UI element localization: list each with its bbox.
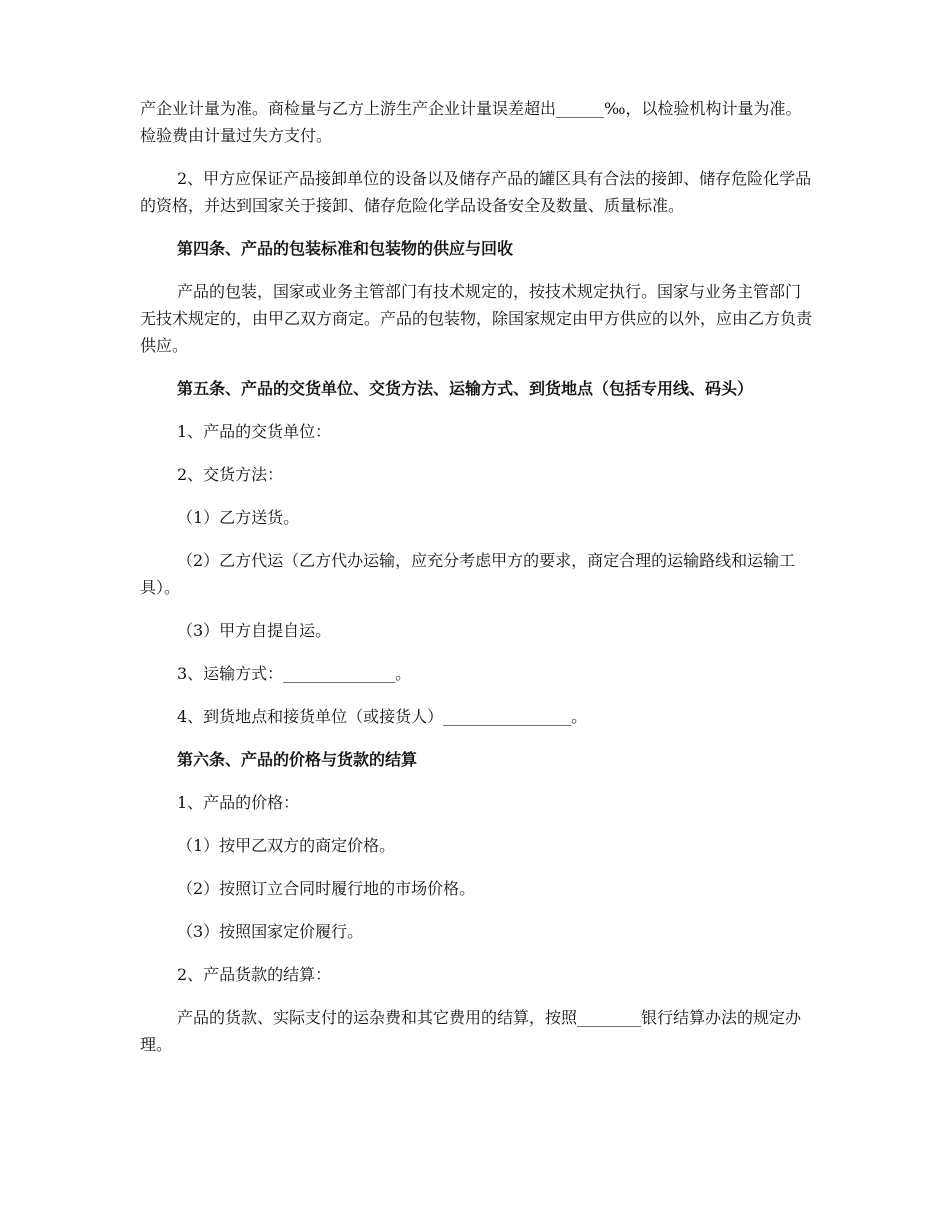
document-page [140,0,815,1058]
item-settlement: 2、产品货款的结算： [177,965,332,984]
paragraph-clause-2: 2、甲方应保证产品接卸单位的设备以及储存产品的罐区具有合法的接卸、储存危险化学品的资格，并达到国家关于接卸、储存危险化学品设备安全及数量、质量标准。 [140,169,812,215]
item-arrival-place: 4、到货地点和接货单位（或接货人）________________。 [177,707,588,726]
sub-item-negotiated-price: （1）按甲乙双方的商定价格。 [177,836,396,855]
item-price: 1、产品的价格： [177,793,300,812]
item-transport-mode: 3、运输方式：______________。 [177,664,412,683]
sub-item-state-price: （3）按照国家定价履行。 [177,922,364,941]
sub-item-seller-ships: （2）乙方代运（乙方代办运输，应充分考虑甲方的要求，商定合理的运输路线和运输工具）。 [140,551,796,597]
paragraph-packaging: 产品的包装，国家或业务主管部门有技术规定的，按技术规定执行。国家与业务主管部门无技术规定的，由甲乙双方商定。产品的包装物，除国家规定由甲方供应的以外，应由乙方负责供应。 [140,282,813,355]
heading-article-5: 第五条、产品的交货单位、交货方法、运输方式、到货地点（包括专用线、码头） [177,379,754,398]
paragraph-settlement: 产品的货款、实际支付的运杂费和其它费用的结算，按照________银行结算办法的规定办理。 [140,1008,802,1054]
sub-item-buyer-pickup: （3）甲方自提自运。 [177,621,332,640]
paragraph-measurement: 产企业计量为准。商检量与乙方上游生产企业计量误差超出______‰，以检验机构计量为准。检验费由计量过失方支付。 [140,99,802,145]
sub-item-seller-delivers: （1）乙方送货。 [177,508,300,527]
item-delivery-unit: 1、产品的交货单位： [177,422,332,441]
sub-item-market-price: （2）按照订立合同时履行地的市场价格。 [177,879,476,898]
heading-article-6: 第六条、产品的价格与货款的结算 [177,750,418,769]
heading-article-4: 第四条、产品的包装标准和包装物的供应与回收 [177,239,514,258]
item-delivery-method: 2、交货方法： [177,465,284,484]
